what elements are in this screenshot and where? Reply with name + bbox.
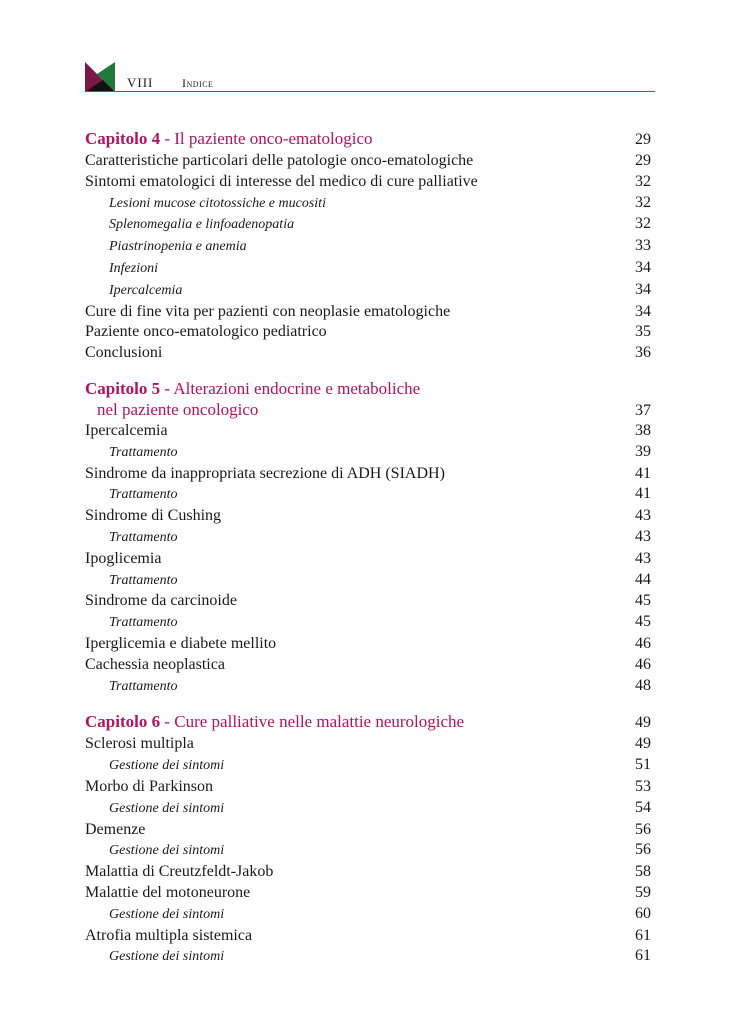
chapter-title: Cure palliative nelle malattie neurologiche bbox=[174, 712, 465, 732]
entry-page-number: 45 bbox=[635, 592, 651, 610]
entry-title: Trattamento bbox=[109, 615, 178, 631]
entry-page-number: 43 bbox=[635, 527, 651, 545]
entry-title: Paziente onco-ematologico pediatrico bbox=[85, 323, 327, 341]
page-number: VIII bbox=[127, 75, 154, 90]
chapter-title-line2: nel paziente oncologico bbox=[97, 399, 259, 419]
page-header bbox=[85, 62, 655, 92]
chapter-block bbox=[85, 378, 651, 697]
entry-title: Malattie del motoneurone bbox=[85, 883, 251, 901]
entry-page-number: 41 bbox=[635, 485, 651, 503]
entry-page-number: 36 bbox=[635, 344, 651, 362]
entry-title: Sclerosi multipla bbox=[85, 735, 194, 753]
toc-entry bbox=[85, 421, 651, 442]
entry-title: Trattamento bbox=[109, 678, 178, 694]
entry-title: Ipercalcemia bbox=[85, 421, 168, 439]
chapter-title: Alterazioni endocrine e metaboliche bbox=[173, 378, 421, 398]
toc-subentry bbox=[85, 258, 651, 280]
entry-page-number: 56 bbox=[635, 820, 651, 838]
chapter-page-number: 29 bbox=[635, 131, 651, 148]
entry-page-number: 45 bbox=[635, 613, 651, 631]
entry-title: Piastrinopenia e anemia bbox=[109, 239, 247, 255]
chapter-heading-text bbox=[85, 128, 373, 150]
entry-page-number: 59 bbox=[635, 883, 651, 901]
toc-subentry bbox=[85, 676, 651, 698]
entry-page-number: 60 bbox=[635, 904, 651, 922]
entry-title: Trattamento bbox=[109, 487, 178, 503]
toc-entry bbox=[85, 926, 651, 947]
toc-entry bbox=[85, 862, 651, 883]
entry-page-number: 32 bbox=[635, 193, 651, 211]
entry-page-number: 61 bbox=[635, 926, 651, 944]
entry-title: Demenze bbox=[85, 820, 146, 838]
chapter-heading bbox=[85, 378, 651, 400]
chapter-title: Il paziente onco-ematologico bbox=[174, 129, 373, 148]
toc-entry bbox=[85, 172, 651, 193]
entry-title: Ipoglicemia bbox=[85, 549, 162, 567]
header-rule bbox=[85, 91, 655, 92]
toc-subentry bbox=[85, 570, 651, 592]
entry-title: Gestione dei sintomi bbox=[109, 758, 225, 774]
entry-page-number: 58 bbox=[635, 863, 651, 881]
chapter-separator: - bbox=[160, 129, 175, 148]
toc-subentry bbox=[85, 484, 651, 506]
chapter-heading bbox=[85, 128, 651, 151]
entry-title: Iperglicemia e diabete mellito bbox=[85, 634, 277, 652]
chapter-label: Capitolo 6 bbox=[85, 712, 161, 732]
toc-entry bbox=[85, 883, 651, 904]
chapter-block bbox=[85, 711, 651, 968]
toc-entry bbox=[85, 820, 651, 841]
toc-entry bbox=[85, 655, 651, 676]
entry-page-number: 43 bbox=[635, 549, 651, 567]
entry-page-number: 32 bbox=[635, 215, 651, 233]
entry-title: Atrofia multipla sistemica bbox=[85, 926, 253, 944]
toc-subentry bbox=[85, 755, 651, 777]
toc-entry bbox=[85, 591, 651, 612]
entry-title: Trattamento bbox=[109, 572, 178, 588]
toc-subentry bbox=[85, 280, 651, 302]
entry-page-number: 48 bbox=[635, 676, 651, 694]
entry-page-number: 43 bbox=[635, 507, 651, 525]
toc-subentry bbox=[85, 442, 651, 464]
chapter-block bbox=[85, 128, 651, 364]
chapter-separator: - bbox=[160, 712, 175, 732]
toc-entry bbox=[85, 734, 651, 755]
entry-title: Lesioni mucose citotossiche e mucositi bbox=[109, 195, 326, 211]
publisher-logo-icon bbox=[85, 62, 115, 92]
entry-page-number: 56 bbox=[635, 841, 651, 859]
entry-title: Cachessia neoplastica bbox=[85, 655, 225, 673]
entry-page-number: 53 bbox=[635, 777, 651, 795]
chapter-heading bbox=[85, 711, 651, 734]
entry-page-number: 38 bbox=[635, 421, 651, 439]
entry-title: Gestione dei sintomi bbox=[109, 906, 225, 922]
entry-title: Sindrome da carcinoide bbox=[85, 592, 237, 610]
toc-subentry bbox=[85, 612, 651, 634]
chapter-label: Capitolo 5 bbox=[85, 378, 161, 398]
entry-page-number: 29 bbox=[635, 152, 651, 169]
running-title: Indice bbox=[182, 76, 214, 90]
toc-entry bbox=[85, 549, 651, 570]
entry-title: Gestione dei sintomi bbox=[109, 800, 225, 816]
toc-entry bbox=[85, 634, 651, 655]
entry-page-number: 39 bbox=[635, 442, 651, 460]
toc-entry bbox=[85, 777, 651, 798]
toc-entry bbox=[85, 322, 651, 343]
entry-title: Malattia di Creutzfeldt-Jakob bbox=[85, 863, 274, 881]
chapter-heading-text bbox=[85, 378, 420, 400]
chapter-page-number: 49 bbox=[635, 714, 651, 732]
chapter-heading-continued bbox=[85, 400, 651, 421]
chapter-separator: - bbox=[160, 378, 174, 398]
entry-title: Conclusioni bbox=[85, 344, 163, 362]
entry-title: Cure di fine vita per pazienti con neoplasie ematologiche bbox=[85, 302, 451, 320]
toc-subentry bbox=[85, 798, 651, 820]
toc-subentry bbox=[85, 236, 651, 258]
toc-subentry bbox=[85, 193, 651, 215]
entry-page-number: 34 bbox=[635, 280, 651, 298]
entry-title: Morbo di Parkinson bbox=[85, 777, 213, 795]
entry-page-number: 33 bbox=[635, 237, 651, 255]
toc-entry bbox=[85, 464, 651, 485]
entry-page-number: 61 bbox=[635, 947, 651, 965]
toc-subentry bbox=[85, 946, 651, 968]
entry-page-number: 54 bbox=[635, 798, 651, 816]
entry-page-number: 34 bbox=[635, 258, 651, 276]
entry-title: Infezioni bbox=[109, 260, 158, 276]
chapter-heading-text bbox=[85, 711, 464, 733]
entry-title: Trattamento bbox=[109, 529, 178, 545]
entry-page-number: 51 bbox=[635, 756, 651, 774]
entry-page-number: 46 bbox=[635, 634, 651, 652]
entry-page-number: 49 bbox=[635, 735, 651, 753]
entry-title: Sintomi ematologici di interesse del medico di cure palliative bbox=[85, 172, 478, 190]
toc-subentry bbox=[85, 840, 651, 862]
table-of-contents bbox=[85, 128, 651, 982]
chapter-label: Capitolo 4 bbox=[85, 129, 161, 148]
entry-page-number: 46 bbox=[635, 655, 651, 673]
toc-subentry bbox=[85, 527, 651, 549]
toc-subentry bbox=[85, 214, 651, 236]
entry-title: Splenomegalia e linfoadenopatia bbox=[109, 217, 295, 233]
entry-title: Trattamento bbox=[109, 444, 178, 460]
entry-title: Ipercalcemia bbox=[109, 282, 183, 298]
entry-page-number: 35 bbox=[635, 323, 651, 341]
toc-entry bbox=[85, 506, 651, 527]
toc-entry bbox=[85, 343, 651, 364]
toc-entry bbox=[85, 302, 651, 323]
entry-title: Caratteristiche particolari delle patologie onco-ematologiche bbox=[85, 152, 474, 169]
entry-title: Gestione dei sintomi bbox=[109, 949, 225, 965]
toc-subentry bbox=[85, 904, 651, 926]
entry-title: Gestione dei sintomi bbox=[109, 843, 225, 859]
entry-page-number: 41 bbox=[635, 464, 651, 482]
entry-title: Sindrome di Cushing bbox=[85, 507, 222, 525]
toc-entry bbox=[85, 151, 651, 172]
entry-page-number: 32 bbox=[635, 172, 651, 190]
chapter-page-number: 37 bbox=[635, 401, 651, 419]
entry-page-number: 34 bbox=[635, 302, 651, 320]
entry-title: Sindrome da inappropriata secrezione di ADH (SIADH) bbox=[85, 464, 445, 482]
entry-page-number: 44 bbox=[635, 570, 651, 588]
